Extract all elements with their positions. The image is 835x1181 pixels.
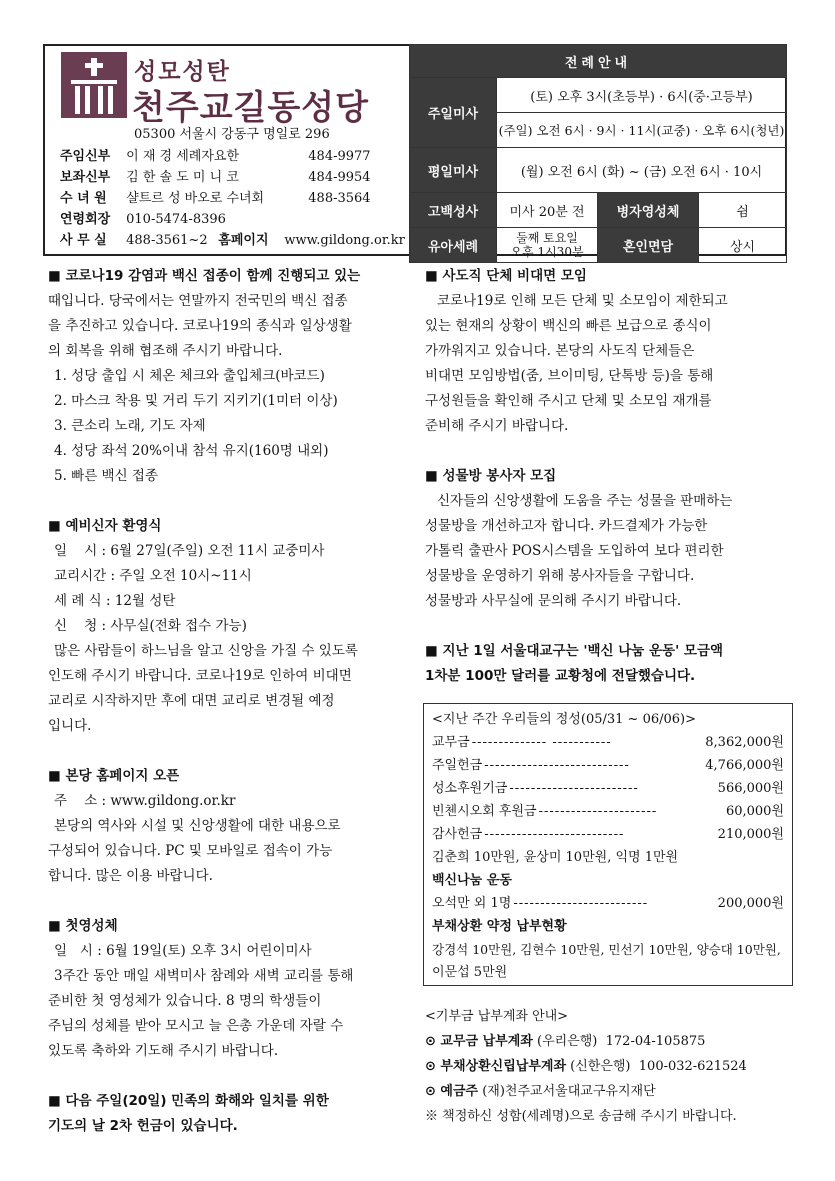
sick-communion-text: 쉼 — [699, 193, 787, 228]
left-column — [48, 264, 410, 1139]
staff-row — [60, 187, 405, 208]
covid-notice-heading: ■ 코로나19 감염과 백신 접종이 함께 진행되고 있는 — [48, 268, 361, 284]
catechumen-heading: ■ 예비신자 환영식 — [48, 518, 162, 534]
collection-heading: ■ 다음 주일(20일) 민족의 화해와 일치를 위한 — [48, 1093, 329, 1109]
staff-list — [60, 145, 405, 250]
parish-title: 천주교길동성당 — [132, 88, 369, 128]
shop-volunteer-heading: ■ 성물방 봉사자 모집 — [425, 468, 557, 484]
shop-volunteer-line: 성물방을 개선하고자 합니다. 카드결제가 가능한 — [425, 518, 708, 534]
debt-pledge-heading: 부채상환 약정 납부현황 — [432, 919, 567, 934]
debt-pledge-names: 이문섭 5만원 — [432, 965, 508, 980]
account-heading: <기부금 납부계좌 안내> — [425, 1009, 569, 1024]
catechumen-info: 일 시 : 6월 27일(주일) 오전 11시 교중미사 — [54, 543, 325, 559]
sunday-mass-saturday: (토) 오후 3시(초등부) · 6시(중·고등부) — [497, 78, 787, 113]
sunday-mass-label: 주일미사 — [410, 78, 497, 148]
church-logo — [61, 52, 127, 118]
group-meeting-line: 코로나19로 인해 모든 단체 및 소모임이 제한되고 — [437, 293, 728, 309]
office-phone: 488-3561~2 — [126, 233, 208, 248]
offering-row: 빈첸시오회 후원금 ---------------------- 60,000원 — [432, 804, 784, 819]
sick-communion-label: 병자영성체 — [598, 193, 699, 228]
staff-row — [60, 208, 405, 229]
staff-row — [60, 166, 405, 187]
homepage-heading: ■ 본당 홈페이지 오픈 — [48, 768, 180, 784]
offering-row: 주일헌금 --------------------------- 4,766,000원 — [432, 758, 784, 773]
offering-row: 교무금 -------------- ----------- 8,362,000원 — [432, 735, 784, 750]
account-row: ⊙ 예금주 (재)천주교서울대교구유지재단 — [425, 1084, 656, 1099]
first-communion-date: 일 시 : 6월 19일(토) 오후 3시 어린이미사 — [54, 943, 312, 959]
schedule-title: 전례안내 — [410, 45, 787, 78]
offering-row: 감사헌금 -------------------------- 210,000원 — [432, 827, 784, 842]
weekday-mass-label: 평일미사 — [410, 148, 497, 193]
offering-row: 성소후원기금 ------------------------ 566,000원 — [432, 781, 784, 796]
catechumen-info: 교리시간 : 주일 오전 10시~11시 — [54, 568, 252, 584]
staff-name: 이 재 경 세례자요한 — [126, 149, 240, 164]
covid-rule-item: 1. 성당 출입 시 체온 체크와 출입체크(바코드) — [54, 368, 325, 384]
infant-baptism-label: 유아세례 — [410, 228, 497, 263]
homepage-line: 합니다. 많은 이용 바랍니다. — [48, 868, 213, 884]
catechumen-info: 세 례 식 : 12월 성탄 — [54, 593, 176, 609]
first-communion-line: 있도록 축하와 기도해 주시기 바랍니다. — [48, 1043, 279, 1059]
group-meeting-heading: ■ 사도직 단체 비대면 모임 — [425, 268, 587, 284]
weekday-mass-text: (월) 오전 6시 (화) ~ (금) 오전 6시 · 10시 — [497, 148, 787, 193]
debt-pledge-names: 강경석 10만원, 김현수 10만원, 민선기 10만원, 양승대 10만원, — [432, 942, 781, 957]
office-label: 사 무 실 — [60, 233, 107, 248]
staff-role: 보좌신부 — [60, 170, 111, 185]
staff-role: 연령회장 — [60, 212, 111, 227]
group-meeting-line: 있는 현재의 상황이 백신의 빠른 보급으로 종식이 — [425, 318, 712, 334]
donation-accounts — [425, 1004, 789, 1129]
group-meeting-line: 비대면 모임방법(줌, 브이미팅, 단톡방 등)을 통해 — [425, 368, 714, 384]
confession-label: 고백성사 — [410, 193, 497, 228]
marriage-label: 혼인면담 — [598, 228, 699, 263]
first-communion-line: 3주간 동안 매일 새벽미사 참례와 새벽 교리를 통해 — [54, 968, 354, 984]
catechumen-line: 많은 사람들이 하느님을 알고 신앙을 가질 수 있도록 — [54, 643, 358, 659]
vaccine-sharing-heading: ■ 지난 1일 서울대교구는 '백신 나눔 운동' 모금액 — [425, 643, 724, 659]
group-meeting-line: 구성원들을 확인해 주시고 단체 및 소모임 재개를 — [425, 393, 712, 409]
staff-row — [60, 145, 405, 166]
feast-title: 성모성탄 — [134, 59, 231, 85]
shop-volunteer-line: 가톨릭 출판사 POS시스템을 도입하여 보다 편리한 — [425, 543, 724, 559]
covid-notice-line: 의 회복을 위해 협조해 주시기 바랍니다. — [48, 343, 283, 359]
shop-volunteer-line: 성물방을 운영하기 위해 봉사자들을 구합니다. — [425, 568, 695, 584]
staff-phone: 484-9977 — [308, 149, 371, 164]
collection-heading-line2: 기도의 날 2차 헌금이 있습니다. — [48, 1118, 238, 1134]
offering-title: <지난 주간 우리들의 정성(05/31 ~ 06/06)> — [432, 712, 696, 727]
account-note: ※ 책정하신 성함(세례명)으로 송금해 주시기 바랍니다. — [425, 1109, 737, 1124]
weekly-offering-box — [423, 703, 793, 986]
parish-address: 05300 서울시 강동구 명일로 296 — [134, 127, 330, 142]
marriage-text: 상시 — [699, 228, 787, 263]
covid-notice-line: 을 추진하고 있습니다. 코로나19의 종식과 일상생활 — [48, 318, 352, 334]
covid-rule-item: 2. 마스크 착용 및 거리 두기 지키기(1미터 이상) — [54, 393, 338, 409]
liturgy-schedule-table — [409, 44, 787, 263]
covid-rule-item: 5. 빠른 백신 접종 — [54, 468, 158, 484]
offering-row: 오석만 외 1명 ------------------------- 200,000원 — [432, 896, 784, 911]
homepage-link[interactable]: www.gildong.or.kr — [284, 233, 405, 248]
homepage-label: 홈페이지 — [218, 233, 269, 248]
vaccine-sharing-heading-line2: 1차분 100만 달러를 교황청에 전달했습니다. — [425, 668, 696, 684]
right-column — [425, 264, 789, 689]
staff-phone: 484-9954 — [308, 170, 371, 185]
homepage-address: 주 소 : www.gildong.or.kr — [54, 793, 236, 809]
homepage-line: 구성되어 있습니다. PC 및 모바일로 접속이 가능 — [48, 843, 333, 859]
catechumen-info: 신 청 : 사무실(전화 접수 가능) — [54, 618, 247, 634]
shop-volunteer-line: 신자들의 신앙생활에 도움을 주는 성물을 판매하는 — [437, 493, 733, 509]
first-communion-heading: ■ 첫영성체 — [48, 918, 118, 934]
shop-volunteer-line: 성물방과 사무실에 문의해 주시기 바랍니다. — [425, 593, 682, 609]
first-communion-line: 준비한 첫 영성체가 있습니다. 8 명의 학생들이 — [48, 993, 322, 1009]
staff-name: 김 한 솔 도 미 니 코 — [126, 170, 239, 185]
account-row: ⊙ 부채상환신립납부계좌 (신한은행) 100-032-621524 — [425, 1059, 747, 1074]
staff-role: 수 녀 원 — [60, 191, 107, 206]
staff-phone: 488-3564 — [308, 191, 371, 206]
catechumen-line: 인도해 주시기 바랍니다. 코로나19로 인하여 비대면 — [48, 668, 352, 684]
infant-baptism-text: 둘째 토요일 오후 1시30분 — [497, 228, 598, 263]
confession-text: 미사 20분 전 — [497, 193, 598, 228]
group-meeting-line: 준비해 주시기 바랍니다. — [425, 418, 569, 434]
account-row: ⊙ 교무금 납부계좌 (우리은행) 172-04-105875 — [425, 1034, 706, 1049]
catechumen-line: 교리로 시작하지만 후에 대면 교리로 변경될 예정 — [48, 693, 335, 709]
staff-name: 샬트르 성 바오로 수녀회 — [126, 191, 265, 206]
homepage-line: 본당의 역사와 시설 및 신앙생활에 대한 내용으로 — [54, 818, 341, 834]
staff-role: 주임신부 — [60, 149, 111, 164]
first-communion-line: 주님의 성체를 받아 모시고 늘 은총 가운데 자랄 수 — [48, 1018, 344, 1034]
catechumen-line: 입니다. — [48, 718, 92, 734]
sunday-mass-sunday: (주일) 오전 6시 · 9시 · 11시(교중) · 오후 6시(청년) — [497, 113, 787, 148]
covid-rule-item: 3. 큰소리 노래, 기도 자제 — [54, 418, 206, 434]
covid-rule-item: 4. 성당 좌석 20%이내 참석 유지(160명 내외) — [54, 443, 329, 459]
group-meeting-line: 가까워지고 있습니다. 본당의 사도직 단체들은 — [425, 343, 695, 359]
vaccine-offering-heading: 백신나눔 운동 — [432, 873, 512, 888]
office-row — [60, 229, 405, 250]
staff-name: 010-5474-8396 — [126, 212, 226, 227]
covid-notice-line: 때입니다. 당국에서는 연말까지 전국민의 백신 접종 — [48, 293, 348, 309]
thanks-donors: 김춘희 10만원, 윤상미 10만원, 익명 1만원 — [432, 850, 679, 865]
